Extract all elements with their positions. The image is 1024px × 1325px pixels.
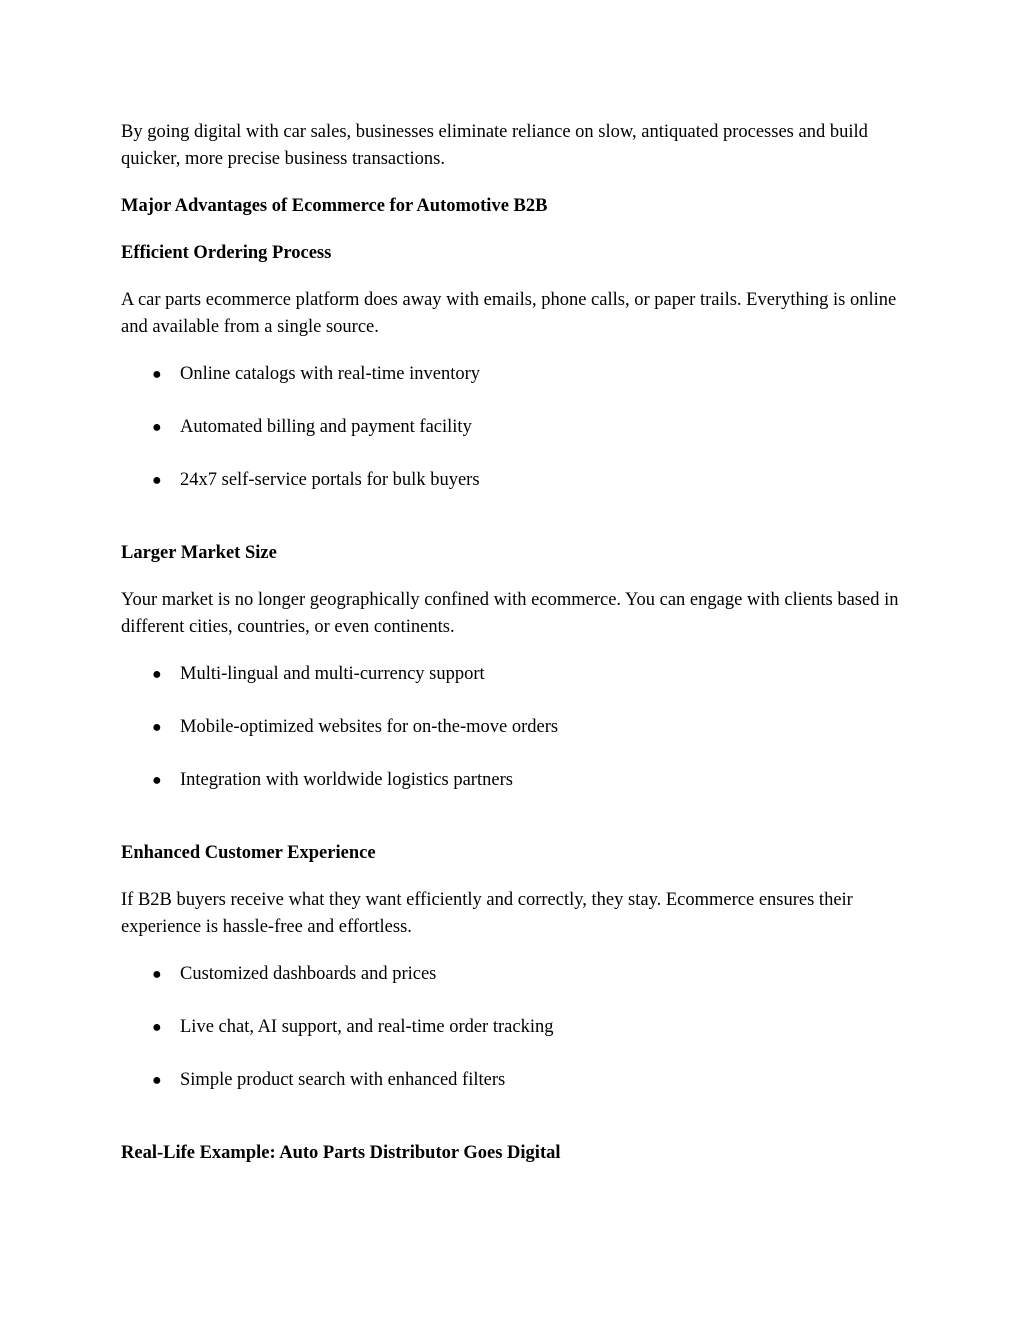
list-item-text: Customized dashboards and prices — [180, 964, 437, 984]
list-item-text: Multi-lingual and multi-currency support — [180, 664, 485, 684]
main-heading: Major Advantages of Ecommerce for Automotive B2B — [121, 196, 548, 216]
document-page — [121, 119, 911, 1167]
bullet-icon: ● — [152, 966, 162, 983]
section-body-efficient-ordering: A car parts ecommerce platform does away with emails, phone calls, or paper trails. Everything is online and available from a single source. — [121, 290, 897, 337]
bullet-icon: ● — [152, 366, 162, 383]
bullet-icon: ● — [152, 719, 162, 736]
bullet-icon: ● — [152, 419, 162, 436]
list-item — [121, 661, 911, 688]
list-item — [121, 767, 911, 794]
list-item-text: Mobile-optimized websites for on-the-move orders — [180, 717, 559, 737]
list-item — [121, 1067, 911, 1094]
section-heading-larger-market: Larger Market Size — [121, 543, 277, 563]
bullet-list-efficient-ordering — [121, 361, 911, 494]
bullet-icon: ● — [152, 666, 162, 683]
intro-paragraph: By going digital with car sales, businesses eliminate reliance on slow, antiquated processes and build quicker, more precise business transactions. — [121, 122, 868, 169]
list-item — [121, 1014, 911, 1041]
list-item — [121, 714, 911, 741]
list-item-text: 24x7 self-service portals for bulk buyers — [180, 470, 480, 490]
final-heading: Real-Life Example: Auto Parts Distributor Goes Digital — [121, 1143, 561, 1163]
list-item-text: Automated billing and payment facility — [180, 417, 472, 437]
section-body-larger-market: Your market is no longer geographically confined with ecommerce. You can engage with clients based in different cities, countries, or even continents. — [121, 590, 899, 637]
bullet-list-customer-experience — [121, 961, 911, 1094]
section-heading-efficient-ordering: Efficient Ordering Process — [121, 243, 332, 263]
list-item — [121, 961, 911, 988]
list-item-text: Online catalogs with real-time inventory — [180, 364, 481, 384]
list-item — [121, 361, 911, 388]
list-item — [121, 467, 911, 494]
section-body-customer-experience: If B2B buyers receive what they want efficiently and correctly, they stay. Ecommerce ensures their experience is hassle-free and effortless. — [121, 890, 853, 937]
list-item-text: Simple product search with enhanced filters — [180, 1070, 506, 1090]
list-item — [121, 414, 911, 441]
list-item-text: Integration with worldwide logistics partners — [180, 770, 513, 790]
bullet-icon: ● — [152, 1019, 162, 1036]
section-heading-customer-experience: Enhanced Customer Experience — [121, 843, 376, 863]
bullet-icon: ● — [152, 772, 162, 789]
bullet-icon: ● — [152, 1072, 162, 1089]
list-item-text: Live chat, AI support, and real-time order tracking — [180, 1017, 554, 1037]
bullet-icon: ● — [152, 472, 162, 489]
bullet-list-larger-market — [121, 661, 911, 794]
